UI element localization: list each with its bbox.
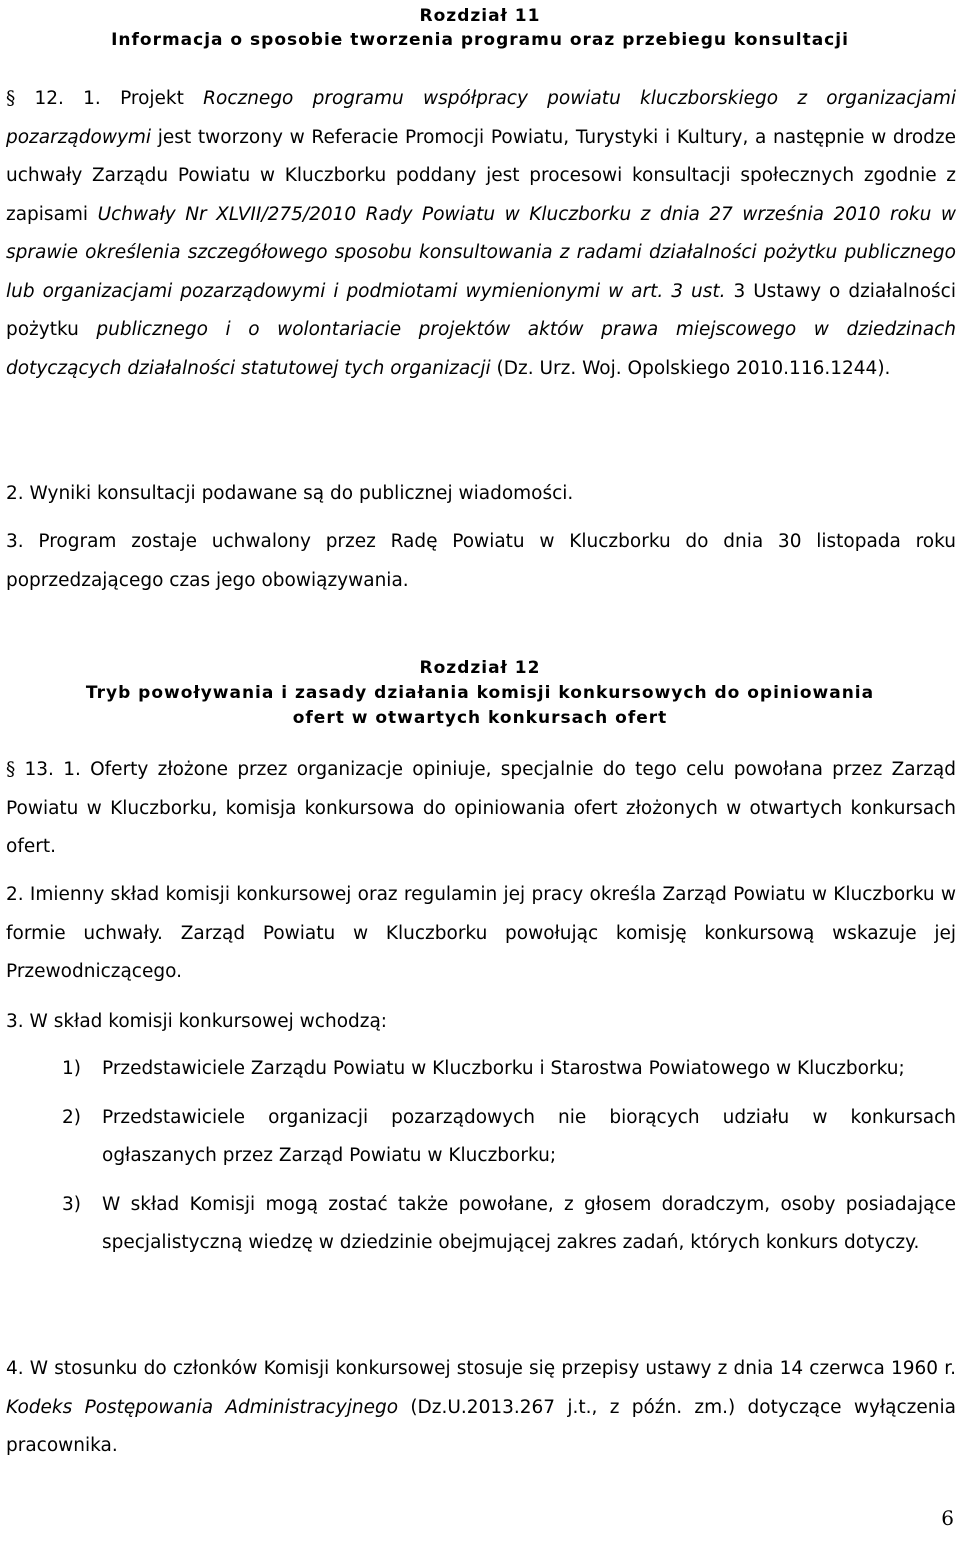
- section-symbol: §: [6, 88, 16, 109]
- list-item: [62, 1099, 956, 1176]
- section-13-paragraph-2: 2. Imienny skład komisji konkursowej oraz regulamin jej pracy określa Zarząd Powiatu w Kluczborku w formie uchwały. Zarząd Powiatu w Kluczborku powołując komisję konkursową wskazuje jej Przewodniczącego.: [6, 884, 956, 982]
- section-12-paragraph-3: 3. Program zostaje uchwalony przez Radę Powiatu w Kluczborku do dnia 30 listopada roku poprzedzającego czas jego obowiązywania.: [6, 531, 956, 591]
- list-item: [62, 1186, 956, 1263]
- list-item-number: 1): [62, 1058, 81, 1079]
- section-12-paragraph-2: 2. Wyniki konsultacji podawane są do publicznej wiadomości.: [6, 483, 574, 504]
- section-12-paragraph-1: [6, 80, 956, 388]
- chapter-12-title: Rozdział 12: [419, 658, 541, 678]
- code-title: Kodeks Postępowania Administracyjnego: [6, 1396, 399, 1418]
- section-13-paragraph-4: [6, 1350, 956, 1466]
- committee-composition-list: [62, 1050, 956, 1263]
- list-item-text: W skład Komisji mogą zostać także powołane, z głosem doradczym, osoby posiadające specjalistyczną wiedzę w dziedzinie obejmującej zakres zadań, których konkurs dotyczy.: [102, 1193, 956, 1253]
- section-13-paragraph-3: 3. W skład komisji konkursowej wchodzą:: [6, 1011, 388, 1032]
- text-run: jest tworzony w Referacie Promocji Powiatu, Turystyki i Kultury, a następnie w drodze uchwały Zarządu Powiatu w Kluczborku poddany jest procesowi konsultacji społecznych zgodnie z zapisami: [6, 126, 956, 225]
- chapter-12-subtitle-line-2: ofert w otwartych konkursach ofert: [292, 708, 668, 728]
- list-item-number: 3): [62, 1193, 81, 1215]
- text-run: (Dz.U.2013.267 j.t., z późn. zm.) dotyczące wyłączenia pracownika.: [6, 1396, 956, 1456]
- text-run: 13. 1. Oferty złożone przez organizacje opiniuje, specjalnie do tego celu powołana przez Zarząd Powiatu w Kluczborku, komisja konkursowa do opiniowania ofert złożonych w otwartych konkursach ofert.: [6, 759, 956, 857]
- program-title: Rocznego programu współpracy powiatu kluczborskiego z organizacjami pozarządowymi: [6, 88, 957, 148]
- chapter-12-subtitle-line-1: Tryb powoływania i zasady działania komisji konkursowych do opiniowania: [85, 683, 875, 703]
- page-number: 6: [941, 1506, 954, 1530]
- text-run: 4. W stosunku do członków Komisji konkursowej stosuje się przepisy ustawy z dnia 14 czerwca 1960 r.: [6, 1358, 956, 1379]
- list-item-text: Przedstawiciele Zarządu Powiatu w Kluczborku i Starostwa Powiatowego w Kluczborku;: [102, 1058, 905, 1079]
- list-item: [62, 1050, 956, 1089]
- resolution-citation: Uchwały Nr XLVII/275/2010 Rady Powiatu w Kluczborku z dnia 27 września 2010 roku w sprawie określenia szczegółowego sposobu konsultowania z radami działalności pożytku publicznego lub organizacjami pozarządowymi i podmiotami wymienionymi w art. 3 ust.: [6, 203, 956, 302]
- journal-citation: (Dz. Urz. Woj. Opolskiego 2010.116.1244).: [496, 357, 891, 379]
- list-item-number: 2): [62, 1106, 81, 1128]
- section-13-paragraph-1: [6, 751, 956, 867]
- text-run: 3 Ustawy o działalności pożytku: [6, 280, 956, 340]
- paragraph-number: 12. 1.: [34, 88, 101, 109]
- chapter-11-subtitle: Informacja o sposobie tworzenia programu oraz przebiegu konsultacji: [111, 30, 849, 50]
- text-run: Projekt: [120, 88, 184, 109]
- list-item-text: Przedstawiciele organizacji pozarządowych nie biorących udziału w konkursach ogłaszanych przez Zarząd Powiatu w Kluczborku;: [102, 1106, 956, 1166]
- section-symbol: §: [6, 759, 16, 780]
- act-title: publicznego i o wolontariacie projektów aktów prawa miejscowego w dziedzinach dotyczących działalności statutowej tych organizacji: [6, 319, 956, 379]
- chapter-11-title: Rozdział 11: [419, 6, 541, 26]
